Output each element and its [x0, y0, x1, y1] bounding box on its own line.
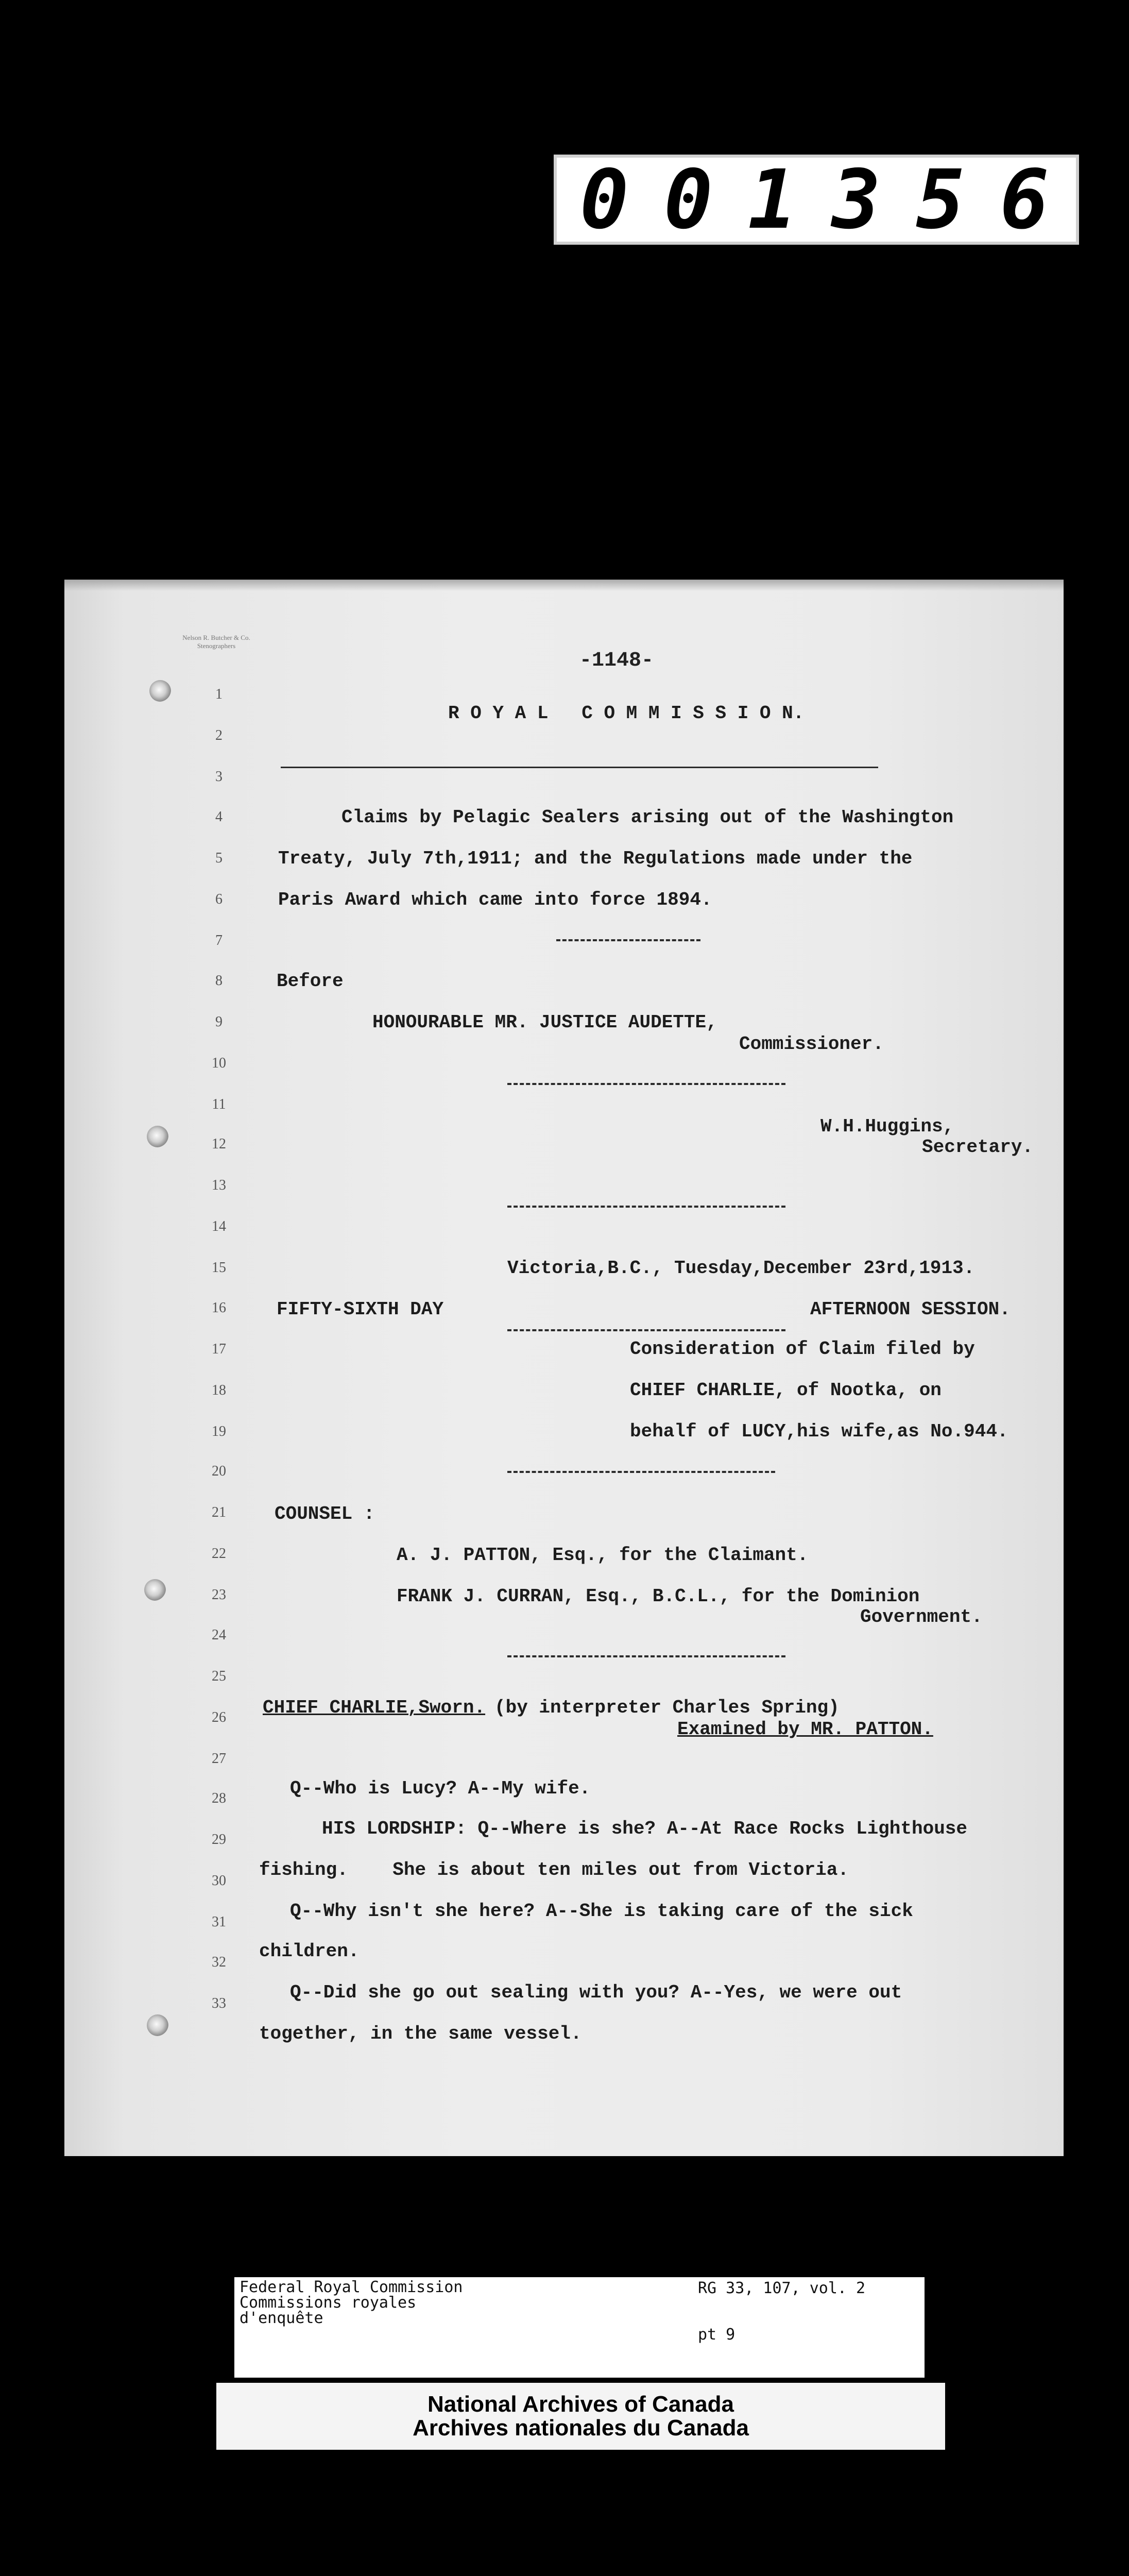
examined-by: Examined by MR. PATTON.: [677, 1719, 933, 1740]
line-number: 11: [212, 1096, 226, 1112]
line-number: 26: [212, 1709, 226, 1725]
line-number: 5: [215, 850, 223, 866]
dashed-separator: [507, 1655, 785, 1657]
line-number: 29: [212, 1832, 226, 1848]
counsel-dominion-continued: Government.: [860, 1606, 983, 1628]
consideration-line-2: CHIEF CHARLIE, of Nootka, on: [630, 1380, 942, 1401]
line-number: 31: [212, 1914, 226, 1930]
before-label: Before: [277, 971, 344, 992]
line-number: 12: [212, 1136, 226, 1152]
line-number: 2: [215, 727, 223, 743]
line-number: 7: [215, 933, 223, 948]
page-shadow: [64, 580, 1064, 591]
line-number: 10: [212, 1055, 226, 1071]
punch-hole: [144, 1579, 166, 1601]
dashed-separator: [556, 939, 700, 941]
testimony-line: HIS LORDSHIP: Q--Where is she? A--At Race Rocks Lighthouse: [322, 1818, 968, 1839]
line-number: 20: [212, 1463, 226, 1479]
line-number: 15: [212, 1260, 226, 1276]
stenographers-label: Stenographers: [197, 642, 236, 650]
punch-hole: [147, 2014, 168, 2036]
commissioner-name: HONOURABLE MR. JUSTICE AUDETTE,: [372, 1012, 717, 1033]
line-number: 17: [212, 1341, 226, 1357]
dashed-separator: [507, 1083, 785, 1085]
line-number: 3: [215, 769, 223, 785]
testimony-line: together, in the same vessel.: [259, 2023, 582, 2044]
line-number: 30: [212, 1873, 226, 1889]
line-number: 23: [212, 1587, 226, 1603]
counsel-label: COUNSEL :: [275, 1503, 375, 1524]
line-number: 4: [215, 809, 223, 825]
testimony-line: fishing. She is about ten miles out from Victoria.: [259, 1859, 849, 1880]
line-number: 14: [212, 1218, 226, 1234]
witness-interpreter: (by interpreter Charles Spring): [494, 1697, 840, 1718]
collection-line-2: Commissions royales: [240, 2294, 417, 2312]
dashed-separator: [507, 1471, 775, 1473]
page-number: -1148-: [579, 649, 654, 672]
line-number: 9: [215, 1014, 223, 1030]
line-number: 22: [212, 1546, 226, 1562]
witness-name: CHIEF CHARLIE,Sworn.: [263, 1697, 486, 1718]
secretary-name: W.H.Huggins,: [820, 1116, 954, 1137]
archives-name-french: Archives nationales du Canada: [413, 2415, 749, 2441]
collection-line-3: d'enquête: [240, 2309, 323, 2327]
dashed-separator: [507, 1206, 785, 1208]
archives-name-english: National Archives of Canada: [427, 2392, 734, 2417]
commissioner-title: Commissioner.: [739, 1033, 884, 1055]
claims-line-3: Paris Award which came into force 1894.: [278, 889, 712, 910]
claims-line-2: Treaty, July 7th,1911; and the Regulations made under the: [278, 848, 913, 869]
line-number: 6: [215, 891, 223, 907]
line-number: 28: [212, 1790, 226, 1806]
consideration-line-3: behalf of LUCY,his wife,as No.944.: [630, 1421, 1008, 1442]
testimony-line: children.: [259, 1941, 360, 1962]
frame-number: 001356: [579, 152, 1084, 247]
punch-hole: [147, 1126, 168, 1147]
line-number: 18: [212, 1382, 226, 1398]
consideration-line-1: Consideration of Claim filed by: [630, 1338, 975, 1360]
line-number: 24: [212, 1627, 226, 1643]
testimony-line: Q--Why isn't she here? A--She is taking care of the sick: [290, 1901, 913, 1922]
line-number: 32: [212, 1954, 226, 1970]
line-number: 21: [212, 1504, 226, 1520]
stenographers-name: Nelson R. Butcher & Co.: [182, 634, 250, 641]
record-group-reference: RG 33, 107, vol. 2: [698, 2279, 866, 2297]
collection-line-1: Federal Royal Commission: [240, 2278, 463, 2296]
dashed-separator: [507, 1329, 785, 1331]
document-page: [64, 580, 1064, 2156]
place-date: Victoria,B.C., Tuesday,December 23rd,1913.: [507, 1258, 975, 1279]
session-time: AFTERNOON SESSION.: [810, 1299, 1011, 1320]
testimony-line: Q--Who is Lucy? A--My wife.: [290, 1778, 591, 1799]
counsel-dominion: FRANK J. CURRAN, Esq., B.C.L., for the Dominion: [397, 1586, 920, 1607]
claims-line-1: Claims by Pelagic Sealers arising out of the Washington: [341, 807, 954, 828]
record-part: pt 9: [698, 2326, 735, 2344]
secretary-title: Secretary.: [922, 1137, 1034, 1158]
session-day: FIFTY-SIXTH DAY: [277, 1299, 444, 1320]
testimony-line: Q--Did she go out sealing with you? A--Yes, we were out: [290, 1982, 902, 2003]
document-title: R O Y A L C O M M I S S I O N.: [448, 703, 805, 724]
title-rule: [281, 767, 878, 768]
line-number: 8: [215, 973, 223, 989]
line-number: 27: [212, 1751, 226, 1767]
stenographers-imprint: [149, 634, 283, 650]
punch-hole: [149, 680, 171, 702]
line-number: 13: [212, 1177, 226, 1193]
line-number: 25: [212, 1668, 226, 1684]
line-number: 1: [215, 686, 223, 702]
line-number: 16: [212, 1300, 226, 1316]
archival-caption: [234, 2277, 925, 2378]
counsel-claimant: A. J. PATTON, Esq., for the Claimant.: [397, 1545, 809, 1566]
line-number: 33: [212, 1995, 226, 2011]
frame-number-box: [554, 152, 1084, 247]
line-number: 19: [212, 1423, 226, 1439]
archives-label: [216, 2383, 945, 2450]
